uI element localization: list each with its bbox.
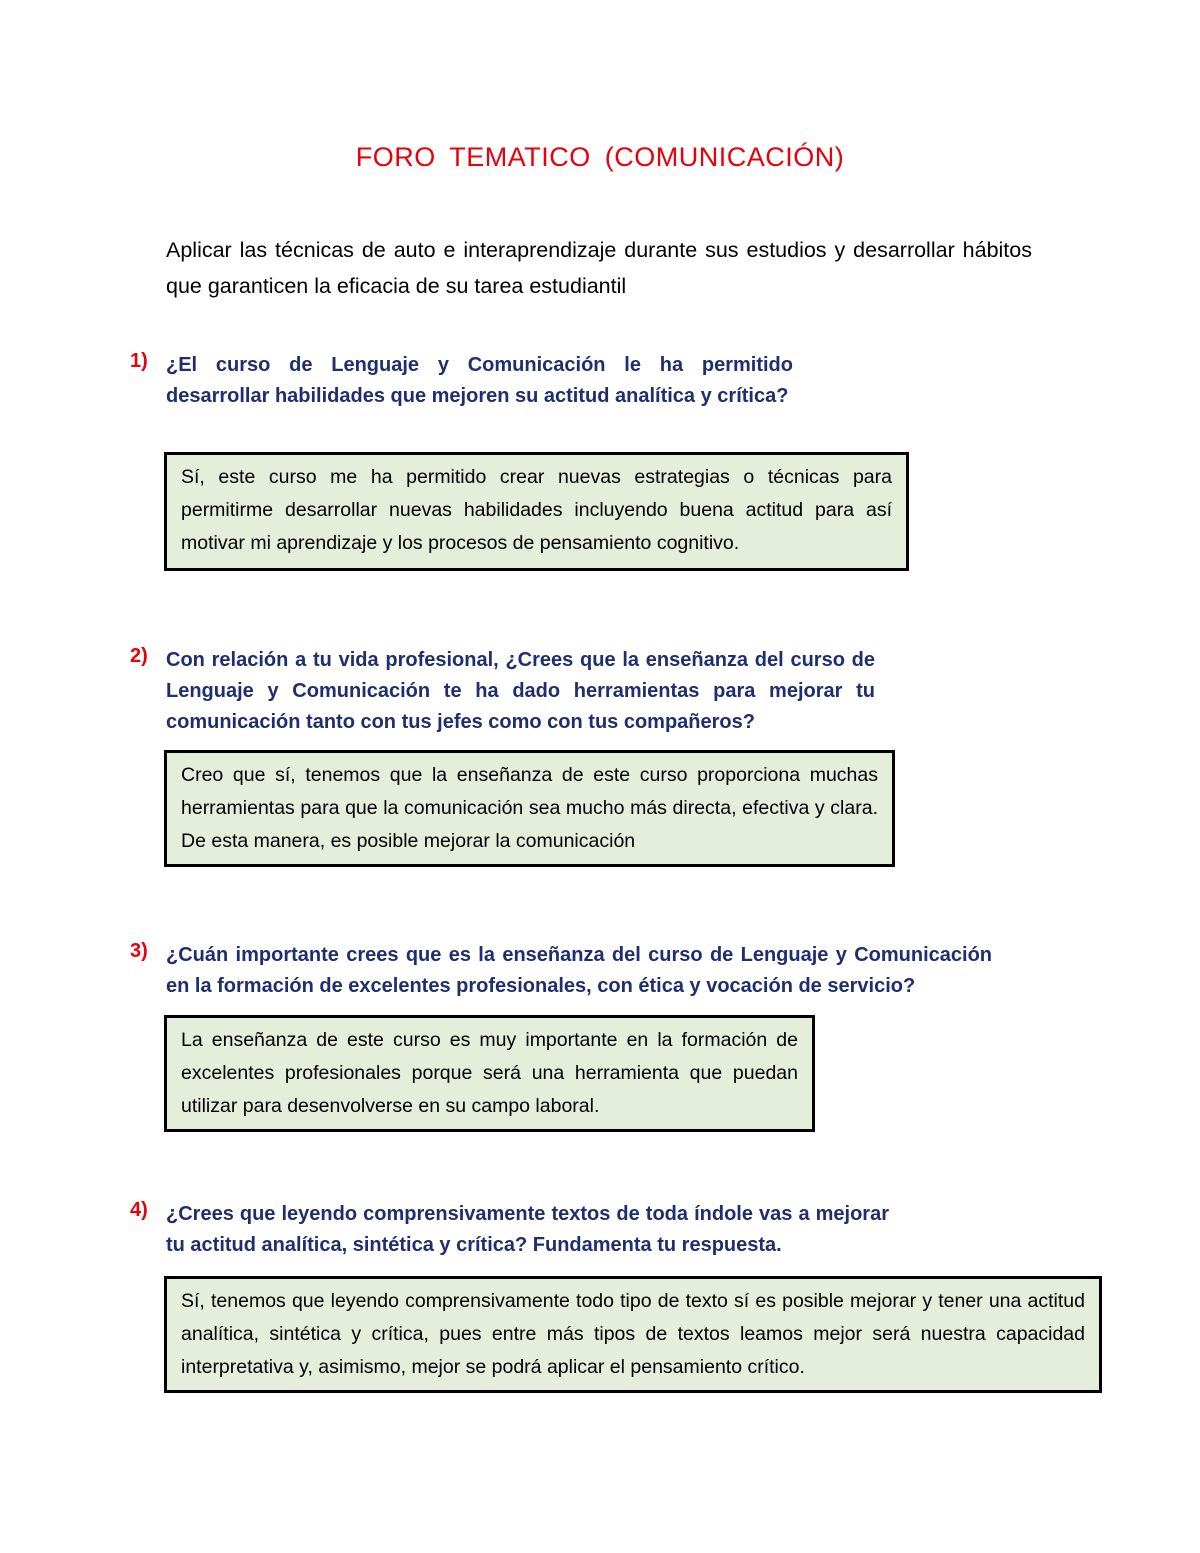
question-text: ¿Cuán importante crees que es la enseñanza del curso de Lenguaje y Comunicación en la formación de excelentes profesionales, con ética y vocación de servicio? — [166, 944, 992, 997]
question-block-4 — [130, 1199, 900, 1264]
answer-box-4: Sí, tenemos que leyendo comprensivamente todo tipo de texto sí es posible mejorar y tener una actitud analítica, sintética y crítica, pues entre más tipos de textos leamos mejor será nuestra capacidad interpretativa y, asimismo, mejor se podrá aplicar el pensamiento crítico. — [164, 1276, 1102, 1393]
question-number: 2) — [130, 645, 148, 667]
question-number: 3) — [130, 940, 148, 962]
question-number: 1) — [130, 350, 148, 372]
answer-box-3: La enseñanza de este curso es muy importante en la formación de excelentes profesionales porque será una herramienta que puedan utilizar para desenvolverse en su campo laboral. — [164, 1015, 815, 1132]
question-text: ¿Crees que leyendo comprensivamente textos de toda índole vas a mejorar tu actitud analítica, sintética y crítica? Fundamenta tu respuesta. — [166, 1203, 889, 1256]
answer-box-1: Sí, este curso me ha permitido crear nuevas estrategias o técnicas para permitirme desarrollar nuevas habilidades incluyendo buena actitud para así motivar mi aprendizaje y los procesos de pensamiento cognitivo. — [164, 452, 909, 571]
question-text: ¿El curso de Lenguaje y Comunicación le ha permitido desarrollar habilidades que mejoren su actitud analítica y crítica? — [166, 354, 793, 407]
question-block-3 — [130, 940, 1000, 1005]
question-text: Con relación a tu vida profesional, ¿Crees que la enseñanza del curso de Lenguaje y Comunicación te ha dado herramientas para mejorar tu comunicación tanto con tus jefes como con tus compañeros? — [166, 649, 875, 733]
question-block-2 — [130, 645, 890, 740]
question-block-1 — [130, 350, 810, 440]
question-number: 4) — [130, 1199, 148, 1221]
document-title: FORO TEMATICO (COMUNICACIÓN) — [355, 142, 845, 172]
intro-paragraph: Aplicar las técnicas de auto e interaprendizaje durante sus estudios y desarrollar hábitos que garanticen la eficacia de su tarea estudiantil — [166, 238, 1032, 298]
answer-box-2: Creo que sí, tenemos que la enseñanza de este curso proporciona muchas herramientas para que la comunicación sea mucho más directa, efectiva y clara. De esta manera, es posible mejorar la comunicación — [164, 750, 895, 867]
